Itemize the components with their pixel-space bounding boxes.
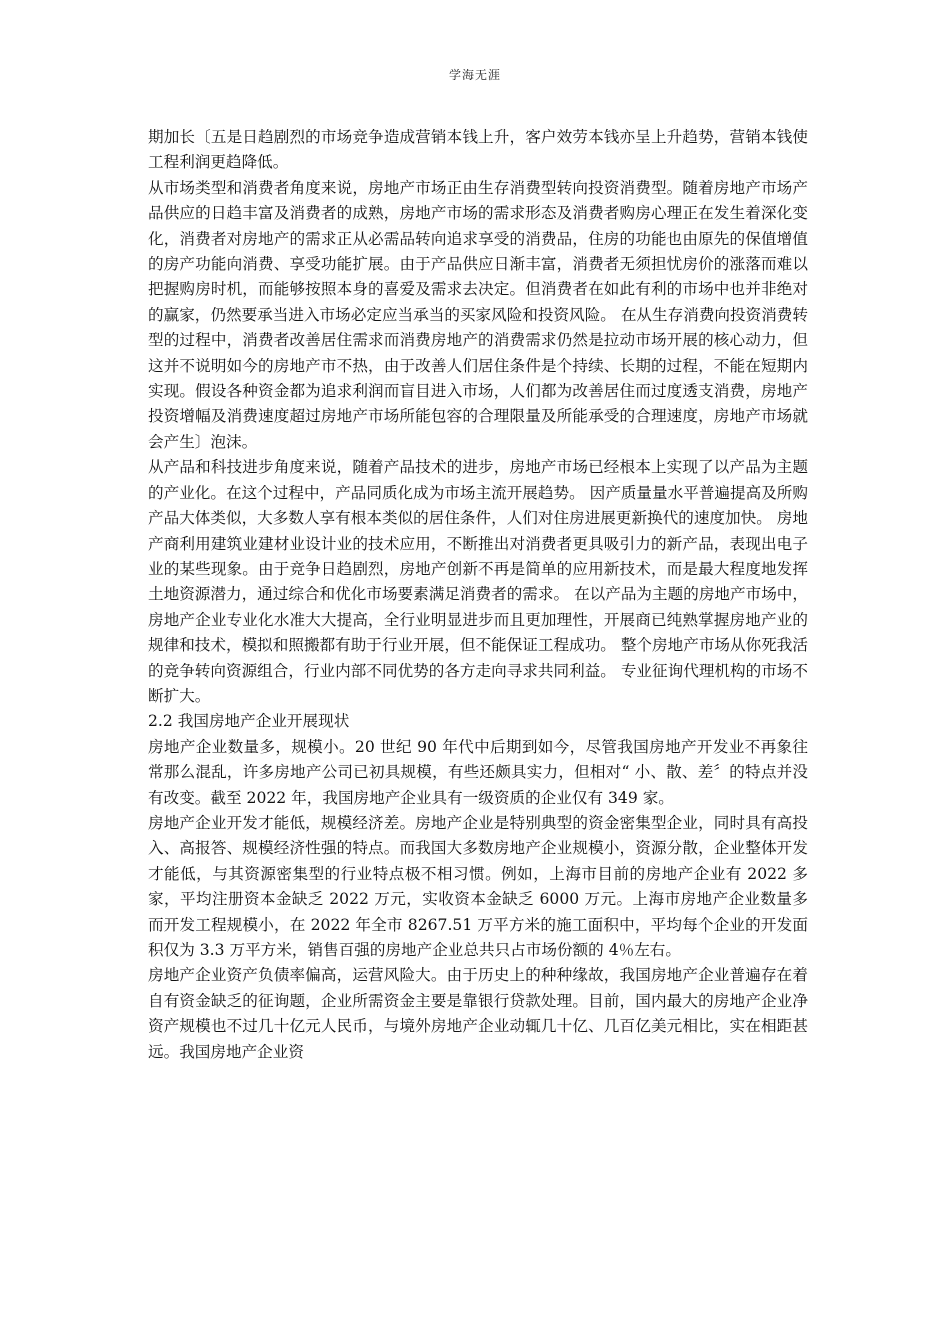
- section-heading: 2.2 我国房地产企业开展现状: [148, 712, 350, 731]
- paragraph-market-type: 从市场类型和消费者角度来说，房地产市场正由生存消费型转向投资消费型。随着房地产市场产品供应的日趋丰富及消费者的成熟，房地产市场的需求形态及消费者购房心理正在发生着深化变化，消费者对房地产的需求正从必需品转向追求享受的消费品，住房的功能也由原先的保值增值的房产功能向消费、享受功能扩展。由于产品供应日渐丰富，消费者无须担忧房价的涨落而难以把握购房时机，而能够按照本身的喜爱及需求去决定。但消费者在如此有利的市场中也并非绝对的赢家，仍然要承当进入市场必定应当承当的买家风险和投资风险。 在从生存消费向投资消费转型的过程中，消费者改善居住需求而消费房地产的消费需求仍然是拉动市场开展的核心动力，但这并不说明如今的房地产市不热，由于改善人们居住条件是个持续、长期的过程，不能在短期内实现。假设各种资金都为追求利润而盲目进入市场，人们都为改善居住而过度透支消费，房地产投资增幅及消费速度超过房地产市场所能包容的合理限量及所能承受的合理速度，房地产市场就会产生〕泡沫。: [148, 178, 808, 451]
- paragraph-enterprise-count: 房地产企业数量多，规模小。20 世纪 90 年代中后期到如今，尽管我国房地产开发业不再象往常那么混乱，许多房地产公司已初具规模，有些还颇具实力，但相对“ 小、散、差〞的特点并没有改变。截至 2022 年，我国房地产企业具有一级资质的企业仅有 349 家。: [148, 737, 808, 807]
- paragraph-continuation: 期加长〔五是日趋剧烈的市场竞争造成营销本钱上升，客户效劳本钱亦呈上升趋势，营销本钱使工程利润更趋降低。: [148, 128, 808, 172]
- page-header: 学海无涯: [448, 68, 501, 82]
- paragraph-development-capability: 房地产企业开发才能低，规模经济差。房地产企业是特别典型的资金密集型企业，同时具有高投入、高报答、规模经济性强的特点。而我国大多数房地产企业规模小，资源分散，企业整体开发才能低，与其资源密集型的行业特点极不相习惯。例如，上海市目前的房地产企业有 2022 多家，平均注册资本金缺乏 2022 万元，实收资本金缺乏 6000 万元。上海市房地产企业数量多而开发工程规模小，在 2022 年全市 8267.51 万平方米的施工面积中，平均每个企业的开发面积仅为 3.3 万平方米，销售百强的房地产企业总共只占市场份额的 4％左右。: [148, 813, 808, 959]
- paragraph-product-tech: 从产品和科技进步角度来说，随着产品技术的进步，房地产市场已经根本上实现了以产品为主题的产业化。在这个过程中，产品同质化成为市场主流开展趋势。 因产质量量水平普遍提高及所购产品大体类似，大多数人享有根本类似的居住条件，人们对住房进展更新换代的速度加快。 房地产商利用建筑业建材业设计业的技术应用，不断推出对消费者更具吸引力的新产品，表现出电子业的某些现象。由于竞争日趋剧烈，房地产创新不再是简单的应用新技术，而是最大程度地发挥土地资源潜力，通过综合和优化市场要素满足消费者的需求。 在以产品为主题的房地产市场中，房地产企业专业化水准大大提高，全行业明显进步而且更加理性，开展商已纯熟掌握房地产业的规律和技术，模拟和照搬都有助于行业开展，但不能保证工程成功。 整个房地产市场从你死我活的竞争转向资源组合，行业内部不同优势的各方走向寻求共同利益。 专业征询代理机构的市场不断扩大。: [148, 458, 808, 705]
- document-body: [148, 125, 808, 1065]
- paragraph-debt-ratio: 房地产企业资产负债率偏高，运营风险大。由于历史上的种种缘故，我国房地产企业普遍存在着自有资金缺乏的征询题，企业所需资金主要是靠银行贷款处理。目前，国内最大的房地产企业净资产规模也不过几十亿元人民币，与境外房地产企业动辄几十亿、几百亿美元相比，实在相距甚远。我国房地产企业资: [148, 966, 808, 1061]
